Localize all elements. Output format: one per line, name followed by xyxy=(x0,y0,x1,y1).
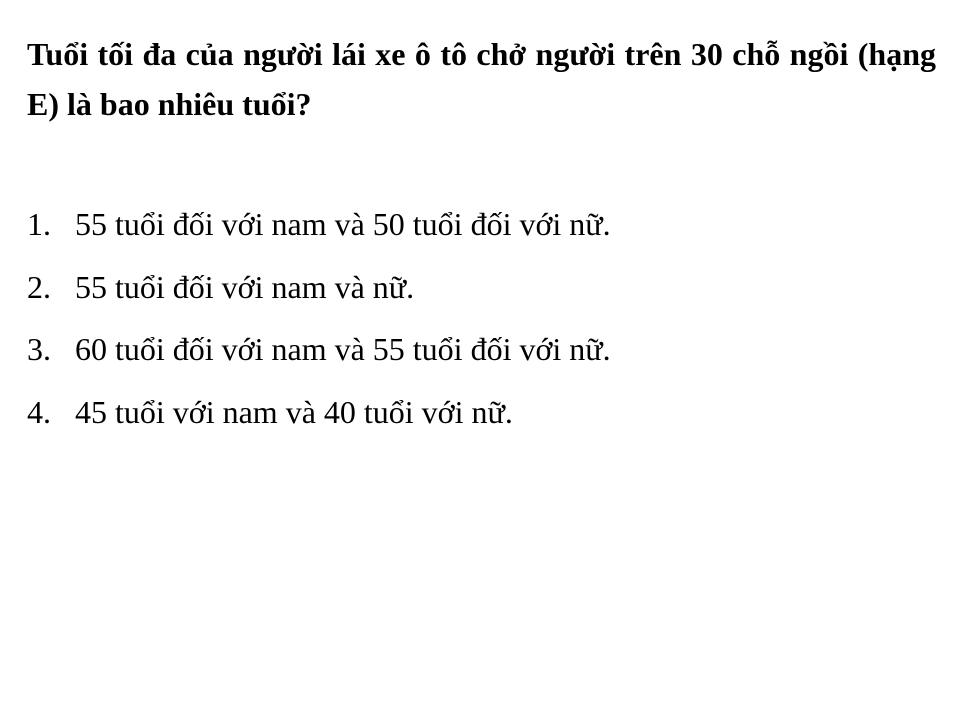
answer-text: 60 tuổi đối với nam và 55 tuổi đối với nữ. xyxy=(75,331,611,367)
answer-text: 55 tuổi đối với nam và 50 tuổi đối với nữ. xyxy=(75,206,611,242)
answer-option-2[interactable] xyxy=(27,256,936,319)
answer-option-3[interactable] xyxy=(27,318,936,381)
answer-option-1[interactable] xyxy=(27,193,936,256)
answer-number: 2. xyxy=(27,268,51,305)
answer-text: 55 tuổi đối với nam và nữ. xyxy=(75,268,415,305)
answer-number: 4. xyxy=(27,393,51,430)
answer-list xyxy=(27,193,936,443)
answer-option-4[interactable] xyxy=(27,381,936,444)
question-text: Tuổi tối đa của người lái xe ô tô chở người trên 30 chỗ ngồi (hạng E) là bao nhiêu tuổi? xyxy=(27,36,936,122)
answer-number: 3. xyxy=(27,331,51,367)
answer-text: 45 tuổi với nam và 40 tuổi với nữ. xyxy=(75,393,513,430)
answer-number: 1. xyxy=(27,206,51,242)
